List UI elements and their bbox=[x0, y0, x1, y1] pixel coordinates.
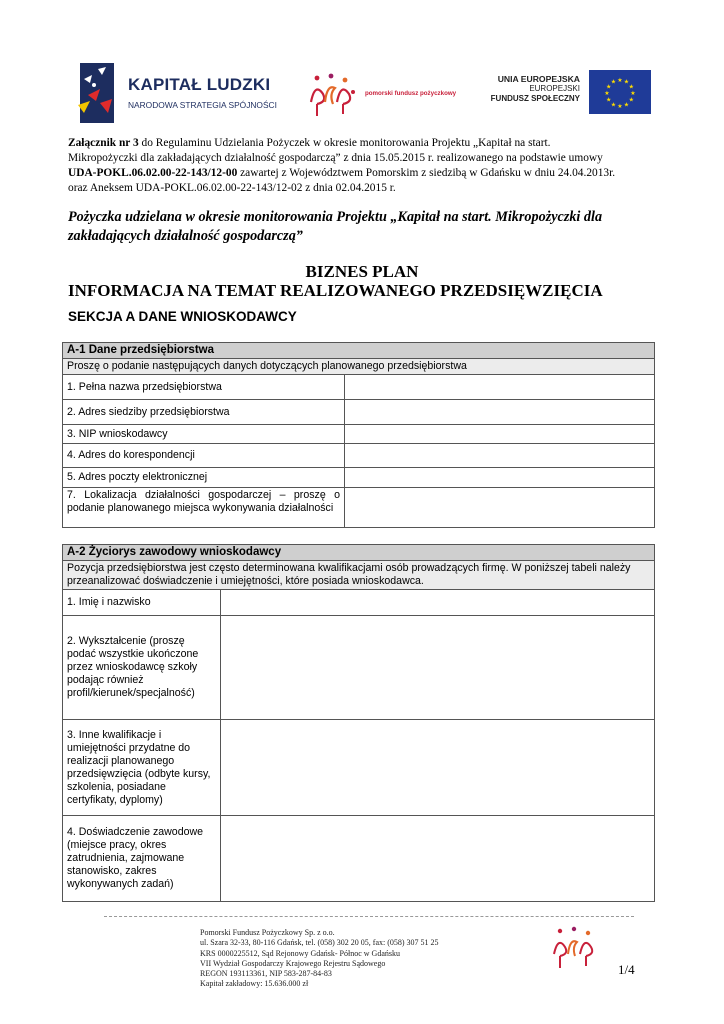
row-label-correspondence-address: 4. Adres do korespondencji bbox=[63, 444, 345, 468]
eu-star-icon: ★ bbox=[604, 91, 610, 97]
footer-line-5: REGON 193113361, NIP 583-287-84-83 bbox=[200, 969, 332, 979]
eu-flag-icon bbox=[589, 70, 651, 114]
pfp-logo bbox=[305, 68, 480, 120]
kapital-ludzki-emblem-icon bbox=[70, 55, 126, 130]
eu-star-icon: ★ bbox=[610, 102, 617, 109]
footer-address bbox=[200, 928, 439, 990]
section-title: SEKCJA A DANE WNIOSKODAWCY bbox=[68, 309, 297, 324]
full-name-field[interactable] bbox=[221, 590, 655, 616]
row-label-company-address: 2. Adres siedziby przedsiębiorstwa bbox=[63, 400, 345, 425]
table-row bbox=[63, 444, 655, 468]
eu-star-icon: ★ bbox=[630, 91, 636, 97]
eu-logo-text bbox=[488, 74, 580, 104]
footer-divider bbox=[104, 916, 634, 917]
table-row bbox=[63, 425, 655, 444]
row-label-education: 2. Wykształcenie (proszę podać wszystkie ukończone przez wnioskodawcę szkoły podając również profil/kierunek/specjalność) bbox=[63, 616, 221, 720]
row-label-business-location: 7. Lokalizacja działalności gospodarczej – proszę o podanie planowanego miejsca wykonywania działalności bbox=[63, 488, 345, 528]
eu-star-icon: ★ bbox=[617, 78, 623, 84]
eu-star-icon: ★ bbox=[617, 104, 623, 110]
footer-line-1: Pomorski Fundusz Pożyczkowy Sp. z o.o. bbox=[200, 928, 335, 937]
pfp-name: pomorski fundusz pożyczkowy bbox=[365, 90, 457, 97]
row-label-company-name: 1. Pełna nazwa przedsiębiorstwa bbox=[63, 375, 345, 400]
table-a1-company-data bbox=[62, 342, 655, 528]
correspondence-address-field[interactable] bbox=[345, 444, 655, 468]
attachment-line-1: do Regulaminu Udzielania Pożyczek w okresie monitorowania Projektu „Kapitał na start. bbox=[138, 137, 551, 149]
footer-line-3: KRS 0000225512, Sąd Rejonowy Gdańsk- Północ w Gdańsku bbox=[200, 948, 400, 958]
row-label-full-name: 1. Imię i nazwisko bbox=[63, 590, 221, 616]
table-row bbox=[63, 375, 655, 400]
attachment-contract-number: UDA-POKL.06.02.00-22-143/12-00 bbox=[68, 167, 238, 179]
experience-field[interactable] bbox=[221, 816, 655, 902]
table-row bbox=[63, 816, 655, 902]
kapital-ludzki-title: KAPITAŁ LUDZKI bbox=[128, 75, 271, 94]
page-title: BIZNES PLAN bbox=[305, 262, 419, 281]
company-address-field[interactable] bbox=[345, 400, 655, 425]
attachment-line-3: zawartej z Województwem Pomorskim z siedzibą w Gdańsku w dniu 24.04.2013r. bbox=[237, 167, 616, 179]
education-field[interactable] bbox=[221, 616, 655, 720]
row-label-experience: 4. Doświadczenie zawodowe (miejsce pracy, okres zatrudnienia, zajmowane stanowisko, zakres wykonywanych zadań) bbox=[63, 816, 221, 902]
eu-line-2: EUROPEJSKI bbox=[529, 84, 580, 93]
page-subtitle: INFORMACJA NA TEMAT REALIZOWANEGO PRZEDSIĘWZIĘCIA bbox=[68, 281, 603, 300]
table-a2-professional-cv bbox=[62, 544, 655, 902]
eu-star-icon: ★ bbox=[623, 79, 630, 86]
row-label-qualifications: 3. Inne kwalifikacje i umiejętności przydatne do realizacji planowanego przedsięwzięcia (odbyte kursy, szkolenia, posiadane certyfikaty, dyplomy) bbox=[63, 720, 221, 816]
attachment-note bbox=[68, 136, 658, 196]
pfp-logo-icon bbox=[305, 68, 363, 120]
table-a1-description: Proszę o podanie następujących danych dotyczących planowanego przedsiębiorstwa bbox=[63, 359, 655, 375]
attachment-line-4: oraz Aneksem UDA-POKL.06.02.00-22-143/12-02 z dnia 02.04.2015 r. bbox=[68, 182, 396, 194]
footer-line-6: Kapitał zakładowy: 15.636.000 zł bbox=[200, 979, 309, 989]
table-row bbox=[63, 468, 655, 488]
row-label-email: 5. Adres poczty elektronicznej bbox=[63, 468, 345, 488]
attachment-number: Załącznik nr 3 bbox=[68, 137, 139, 149]
row-label-nip: 3. NIP wnioskodawcy bbox=[63, 425, 345, 444]
table-a1-header: A-1 Dane przedsiębiorstwa bbox=[63, 343, 655, 359]
eu-star-icon: ★ bbox=[623, 102, 630, 109]
nip-field[interactable] bbox=[345, 425, 655, 444]
footer-line-4: VII Wydział Gospodarczy Krajowego Rejestru Sądowego bbox=[200, 958, 386, 968]
business-location-field[interactable] bbox=[345, 488, 655, 528]
eu-line-1: UNIA EUROPEJSKA bbox=[497, 74, 580, 84]
kapital-ludzki-logo bbox=[70, 55, 280, 130]
table-row bbox=[63, 590, 655, 616]
email-field[interactable] bbox=[345, 468, 655, 488]
kapital-ludzki-subtitle: NARODOWA STRATEGIA SPÓJNOŚCI bbox=[128, 100, 277, 110]
page-number: 1/4 bbox=[618, 962, 635, 977]
eu-star-icon: ★ bbox=[606, 84, 612, 91]
company-name-field[interactable] bbox=[345, 375, 655, 400]
eu-star-icon: ★ bbox=[610, 79, 617, 86]
table-a2-description: Pozycja przedsiębiorstwa jest często determinowana kwalifikacjami osób prowadzących firmę. W poniższej tabeli należy przeanalizować doświadczenie i umiejętności, które posiada wnioskodawca. bbox=[63, 561, 655, 590]
eu-star-icon: ★ bbox=[628, 84, 634, 91]
eu-line-3: FUNDUSZ SPOŁECZNY bbox=[490, 94, 580, 103]
table-a2-header: A-2 Życiorys zawodowy wnioskodawcy bbox=[63, 545, 655, 561]
table-row bbox=[63, 720, 655, 816]
footer-pfp-logo-icon bbox=[548, 922, 608, 972]
eu-star-icon: ★ bbox=[628, 97, 634, 104]
table-row bbox=[63, 400, 655, 425]
table-row bbox=[63, 616, 655, 720]
qualifications-field[interactable] bbox=[221, 720, 655, 816]
eu-star-icon: ★ bbox=[606, 97, 612, 104]
footer-line-2: ul. Szara 32-33, 80-116 Gdańsk, tel. (058) 302 20 05, fax: (058) 307 51 25 bbox=[200, 938, 439, 948]
loan-subtitle: Pożyczka udzielana w okresie monitorowania Projektu „Kapitał na start. Mikropożyczki dla zakładających działalność gospodarczą” bbox=[68, 209, 603, 244]
table-row bbox=[63, 488, 655, 528]
attachment-line-2: Mikropożyczki dla zakładających działalność gospodarczą” z dnia 15.05.2015 r. realizowanego na podstawie umowy bbox=[68, 152, 603, 164]
